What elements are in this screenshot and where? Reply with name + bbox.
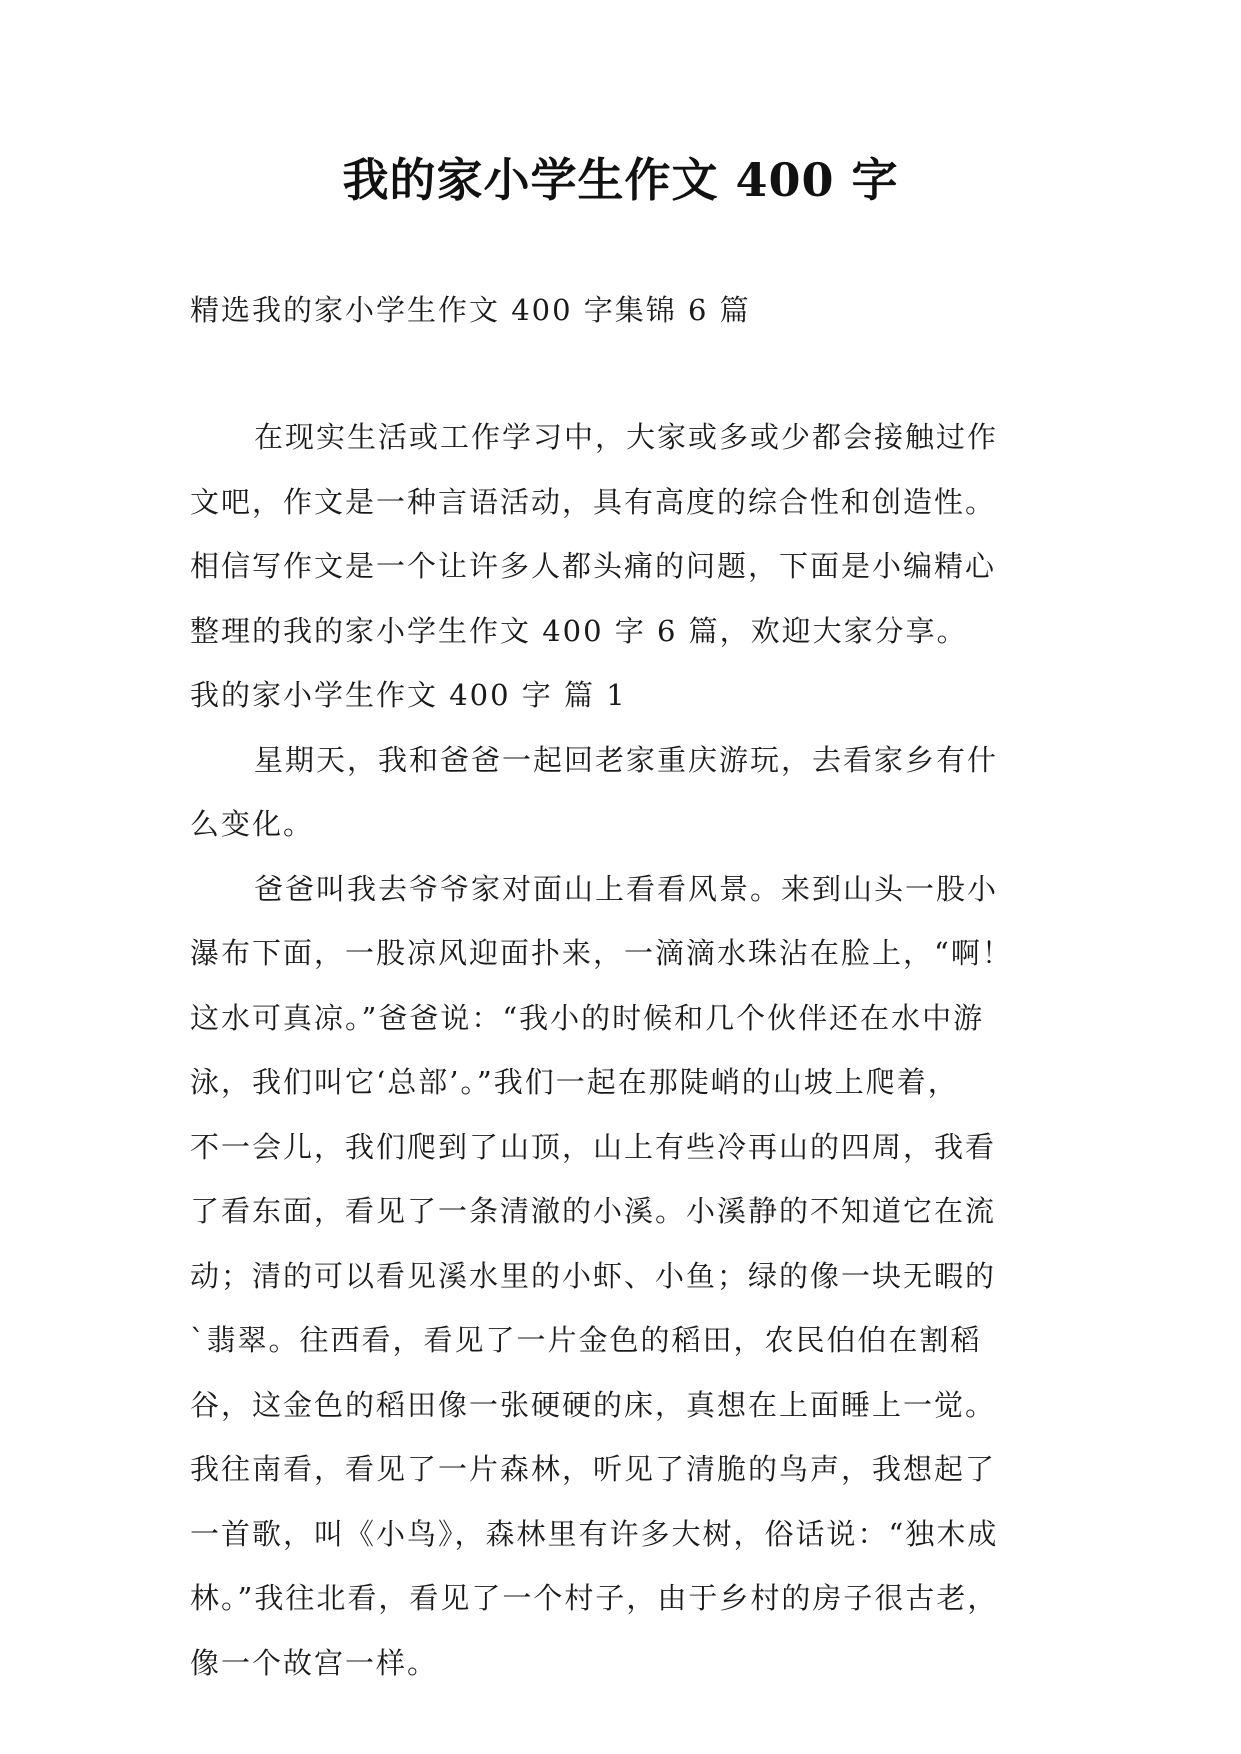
text-line: 星期天，我和爸爸一起回老家重庆游玩，去看家乡有什 bbox=[254, 742, 999, 777]
document-body bbox=[190, 405, 1070, 1695]
text-line: 我往南看，看见了一片森林，听见了清脆的鸟声，我想起了 bbox=[190, 1452, 997, 1486]
text-line: 在现实生活或工作学习中，大家或多或少都会接触过作 bbox=[254, 420, 999, 454]
text-line: 林。”我往北看，看见了一个村子，由于乡村的房子很古老， bbox=[190, 1581, 999, 1615]
text-line: 相信写作文是一个让许多人都头痛的问题，下面是小编精心 bbox=[190, 549, 997, 583]
text-line: 动；清的可以看见溪水里的小虾、小鱼；绿的像一块无暇的 bbox=[190, 1258, 997, 1293]
text-line: 谷，这金色的稻田像一张硬硬的床，真想在上面睡上一觉。 bbox=[190, 1387, 997, 1422]
text-line: `翡翠。往西看，看见了一片金色的稻田，农民伯伯在割稻 bbox=[190, 1323, 982, 1357]
text-line: 爸爸叫我去爷爷家对面山上看看风景。来到山头一股小 bbox=[254, 871, 999, 906]
text-line: 文吧，作文是一种言语活动，具有高度的综合性和创造性。 bbox=[190, 484, 997, 519]
document-subtitle: 精选我的家小学生作文 400 字集锦 6 篇 bbox=[190, 293, 751, 327]
document-title: 我的家小学生作文 400 字 bbox=[342, 153, 899, 207]
text-line: 瀑布下面，一股凉风迎面扑来，一滴滴水珠沾在脸上，“啊！ bbox=[190, 936, 1013, 970]
text-line: 泳，我们叫它‘总部’。”我们一起在那陡峭的山坡上爬着， bbox=[190, 1065, 959, 1099]
text-line: 像一个故宫一样。 bbox=[190, 1645, 439, 1680]
text-line: 一首歌，叫《小鸟》，森林里有许多大树，俗话说：“独木成 bbox=[190, 1516, 999, 1551]
section-heading: 我的家小学生作文 400 字 篇 1 bbox=[190, 678, 627, 712]
text-line: 了看东面，看见了一条清澈的小溪。小溪静的不知道它在流 bbox=[190, 1194, 997, 1228]
text-line: 这水可真凉。”爸爸说：“我小的时候和几个伙伴还在水中游 bbox=[190, 1000, 985, 1035]
text-line: 不一会儿，我们爬到了山顶，山上有些冷再山的四周，我看 bbox=[190, 1129, 997, 1164]
text-line: 整理的我的家小学生作文 400 字 6 篇，欢迎大家分享。 bbox=[190, 613, 968, 648]
text-line: 么变化。 bbox=[190, 807, 315, 841]
